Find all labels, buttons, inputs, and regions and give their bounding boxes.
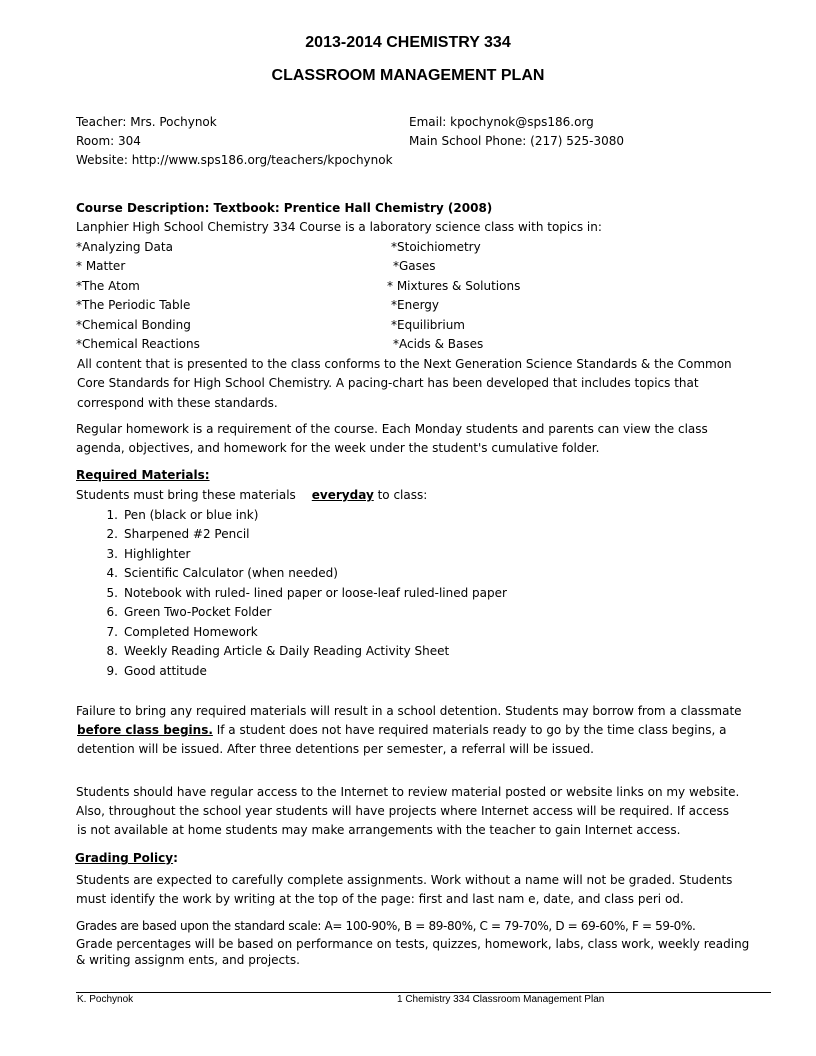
list-item [96, 584, 596, 604]
topic-left: * Matter [76, 259, 126, 273]
list-item-text: Highlighter [124, 547, 191, 561]
list-item-number: 9. [106, 664, 118, 678]
footer-rule [76, 992, 771, 993]
list-item-text: Good attitude [124, 664, 207, 678]
standards-paragraph: Core Standards for High School Chemistry. A pacing-chart has been developed that includes topics that [77, 376, 699, 390]
grading-policy-heading-text: Grading Policy [75, 851, 174, 865]
list-item [96, 662, 596, 682]
list-item-number: 7. [106, 625, 118, 639]
topic-right: *Acids & Bases [393, 337, 484, 351]
course-intro: Lanphier High School Chemistry 334 Course is a laboratory science class with topics in: [76, 220, 602, 234]
topic-left: *Analyzing Data [76, 240, 173, 254]
list-item [96, 603, 596, 623]
failure-paragraph: detention will be issued. After three detentions per semester, a referral will be issued. [77, 742, 594, 756]
list-item-number: 4. [106, 566, 118, 580]
list-item-number: 1. [106, 508, 118, 522]
topic-right: * Mixtures & Solutions [387, 279, 521, 293]
list-item [96, 623, 596, 643]
grading-policy-heading [75, 849, 178, 869]
list-item-number: 6. [106, 605, 118, 619]
materials-intro-text: Students must bring these materials [76, 488, 296, 502]
standards-paragraph: correspond with these standards. [77, 396, 278, 410]
teacher-website: Website: http://www.sps186.org/teachers/kpochynok [76, 153, 393, 167]
list-item [96, 506, 596, 526]
teacher-email: Email: kpochynok@sps186.org [409, 115, 594, 129]
grading-scale-paragraph: Grades are based upon the standard scale: A= 100-90%, B = 89-80%, C = 79-70%, D = 69-60%, F = 59-0%. [76, 919, 696, 933]
topic-left: *Chemical Bonding [76, 318, 191, 332]
topic-left: *Chemical Reactions [76, 337, 200, 351]
required-materials-heading: Required Materials: [76, 468, 210, 482]
footer-author: K. Pochynok [77, 994, 134, 1005]
course-description-heading: Course Description: Textbook: Prentice Hall Chemistry (2008) [76, 201, 493, 215]
school-phone: Main School Phone: (217) 525-3080 [409, 134, 624, 148]
failure-paragraph-rest: If a student does not have required materials ready to go by the time class begins, a [212, 723, 727, 737]
failure-paragraph: Failure to bring any required materials will result in a school detention. Students may borrow from a classmate [76, 704, 742, 718]
teacher-name: Teacher: Mrs. Pochynok [76, 115, 217, 129]
list-item-number: 8. [106, 644, 118, 658]
list-item-text: Scientific Calculator (when needed) [124, 566, 338, 580]
list-item-text: Weekly Reading Article & Daily Reading Activity Sheet [124, 644, 450, 658]
grading-paragraph: Students are expected to carefully complete assignments. Work without a name will not be graded. Students [76, 873, 733, 887]
list-item-text: Green Two-Pocket Folder [124, 605, 272, 619]
materials-intro [76, 486, 427, 506]
list-item [96, 525, 596, 545]
topic-right: *Gases [393, 259, 436, 273]
list-item [96, 564, 596, 584]
materials-everyday-emphasis: everyday [311, 488, 374, 502]
list-item [96, 642, 596, 662]
topic-left: *The Periodic Table [76, 298, 191, 312]
list-item-number: 2. [106, 527, 118, 541]
room-number: Room: 304 [76, 134, 141, 148]
list-item-number: 5. [106, 586, 118, 600]
list-item-text: Completed Homework [124, 625, 258, 639]
grading-scale-paragraph: & writing assignm ents, and projects. [76, 953, 300, 967]
list-item-text: Sharpened #2 Pencil [124, 527, 250, 541]
document-title-plan: CLASSROOM MANAGEMENT PLAN [271, 67, 545, 84]
list-item-text: Pen (black or blue ink) [124, 508, 259, 522]
topic-right: *Equilibrium [391, 318, 465, 332]
materials-intro-tail: to class: [373, 488, 428, 502]
internet-paragraph: is not available at home students may make arrangements with the teacher to gain Internet access. [77, 823, 681, 837]
standards-paragraph: All content that is presented to the class conforms to the Next Generation Science Standards & the Common [77, 357, 732, 371]
homework-paragraph: Regular homework is a requirement of the course. Each Monday students and parents can view the class [76, 422, 708, 436]
topic-right: *Stoichiometry [391, 240, 481, 254]
before-class-emphasis: before class begins. [77, 723, 213, 737]
internet-paragraph: Also, throughout the school year students will have projects where Internet access will be required. If access [76, 804, 730, 818]
topic-right: *Energy [391, 298, 440, 312]
footer-page-title: 1 Chemistry 334 Classroom Management Plan [397, 994, 605, 1005]
grading-scale-paragraph: Grade percentages will be based on performance on tests, quizzes, homework, labs, class work, weekly reading [76, 937, 750, 951]
document-title-year: 2013-2014 CHEMISTRY 334 [305, 34, 511, 51]
homework-paragraph: agenda, objectives, and homework for the week under the student's cumulative folder. [76, 441, 600, 455]
topic-left: *The Atom [76, 279, 140, 293]
list-item-number: 3. [106, 547, 118, 561]
list-item [96, 545, 596, 565]
failure-paragraph-line2 [77, 721, 726, 741]
grading-paragraph: must identify the work by writing at the top of the page: first and last nam e, date, and class peri od. [76, 892, 684, 906]
grading-policy-colon: : [173, 851, 178, 865]
internet-paragraph: Students should have regular access to the Internet to review material posted or website links on my website. [76, 785, 740, 799]
list-item-text: Notebook with ruled- lined paper or loose-leaf ruled-lined paper [124, 586, 507, 600]
